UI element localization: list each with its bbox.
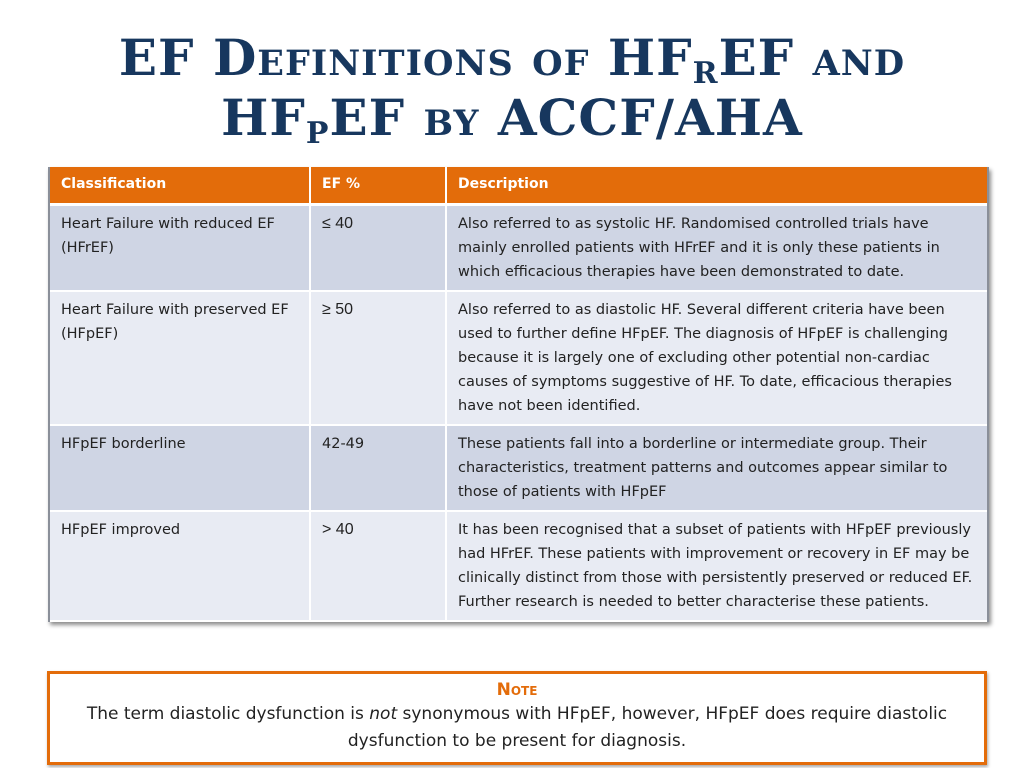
ef-definitions-table (48, 167, 989, 622)
table-header-row (50, 167, 987, 205)
cell-ef: ≥ 50 (310, 291, 446, 425)
cell-ef: ≤ 40 (310, 205, 446, 292)
note-box (47, 671, 987, 765)
cell-classification: HFpEF borderline (50, 425, 310, 511)
header-classification: Classification (50, 167, 310, 205)
header-description: Description (446, 167, 987, 205)
cell-description: Also referred to as diastolic HF. Several different criteria have been used to further define HFpEF. The diagnosis of HFpEF is challenging because it is largely one of excluding other potential non-cardiac causes of symptoms suggestive of HF. To date, efficacious therapies have not been identified. (446, 291, 987, 425)
note-body: The term diastolic dysfunction is not synonymous with HFpEF, however, HFpEF does require diastolic dysfunction to be present for diagnosis. (86, 704, 948, 751)
cell-description: It has been recognised that a subset of patients with HFpEF previously had HFrEF. These patients with improvement or recovery in EF may be clinically distinct from those with persistently preserved or reduced EF. Further research is needed to better characterise these patients. (446, 511, 987, 621)
note-emphasis: not (369, 704, 398, 724)
cell-ef: > 40 (310, 511, 446, 621)
table-row-hfref (50, 205, 987, 292)
cell-classification: Heart Failure with preserved EF (HFpEF) (50, 291, 310, 425)
table-row-hfpef (50, 291, 987, 425)
slide-title (0, 28, 1024, 151)
header-ef-percent: EF % (310, 167, 446, 205)
cell-ef: 42-49 (310, 425, 446, 511)
cell-description: These patients fall into a borderline or intermediate group. Their characteristics, treatment patterns and outcomes appear similar to those of patients with HFpEF (446, 425, 987, 511)
title-line-2: $HF_PEF$ by ACCF/AHA (221, 88, 803, 151)
table-row-hfpef-borderline (50, 425, 987, 511)
title-line-1: EF Definitions of $HF_REF$ and (118, 28, 906, 91)
cell-description: Also referred to as systolic HF. Randomised controlled trials have mainly enrolled patients with HFrEF and it is only these patients in which efficacious therapies have been demonstrated to date. (446, 205, 987, 292)
cell-classification: HFpEF improved (50, 511, 310, 621)
cell-classification: Heart Failure with reduced EF (HFrEF) (50, 205, 310, 292)
note-title: Note (496, 680, 538, 700)
table-row-hfpef-improved (50, 511, 987, 621)
